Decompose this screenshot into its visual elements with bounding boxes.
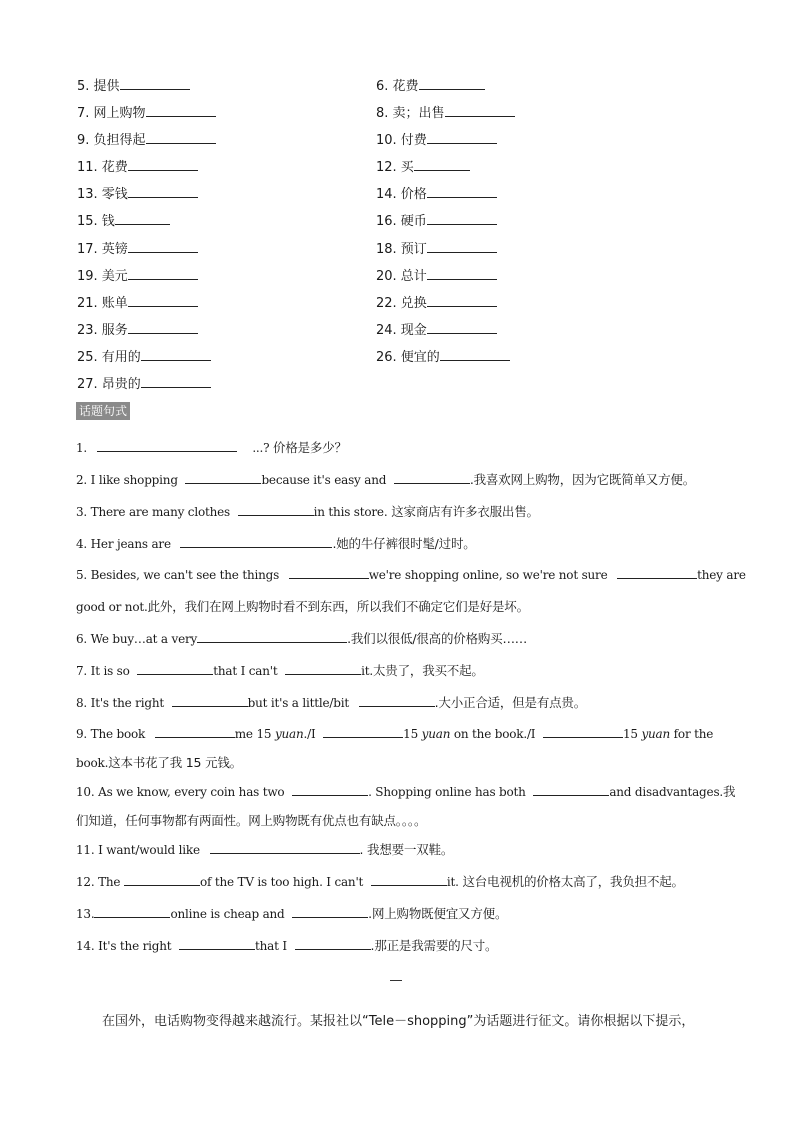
answer-blank[interactable] bbox=[292, 904, 368, 918]
vocab-label: 20. 总计 bbox=[376, 268, 427, 284]
answer-blank[interactable] bbox=[128, 266, 198, 280]
answer-blank[interactable] bbox=[128, 293, 198, 307]
vocab-row bbox=[77, 76, 757, 103]
sentence-5-cont: good or not.此外，我们在网上购物时看不到东西，所以我们不确定它们是好是坏。 bbox=[76, 599, 529, 614]
vocab-row bbox=[77, 130, 757, 157]
answer-blank[interactable] bbox=[155, 724, 235, 738]
vocab-label: 26. 便宜的 bbox=[376, 349, 440, 365]
answer-blank[interactable] bbox=[427, 320, 497, 334]
vocab-item bbox=[376, 320, 497, 341]
answer-blank[interactable] bbox=[94, 904, 170, 918]
vocab-item bbox=[77, 184, 198, 205]
answer-blank[interactable] bbox=[115, 211, 170, 225]
sentence-9-cont: book.这本书花了我 15 元钱。 bbox=[76, 755, 242, 770]
vocab-item bbox=[77, 76, 190, 97]
answer-blank[interactable] bbox=[128, 320, 198, 334]
vocab-label: 19. 美元 bbox=[77, 268, 128, 284]
sentence-4: 4. Her jeans are .她的牛仔裤很时髦/过时。 bbox=[76, 536, 476, 551]
vocab-label: 22. 兑换 bbox=[376, 295, 427, 311]
vocab-label: 25. 有用的 bbox=[77, 349, 141, 365]
vocab-label: 6. 花费 bbox=[376, 79, 419, 94]
sentence-13: 13. online is cheap and .网上购物既便宜又方便。 bbox=[76, 906, 508, 921]
answer-blank[interactable] bbox=[124, 872, 200, 886]
sentence-8: 8. It's the right but it's a little/bit .大小正合适，但是有点贵。 bbox=[76, 695, 587, 710]
answer-blank[interactable] bbox=[289, 565, 369, 579]
sentence-3: 3. There are many clothes in this store. 这家商店有许多衣服出售。 bbox=[76, 504, 539, 519]
sentence-10-cont: 们知道，任何事物都有两面性。网上购物既有优点也有缺点。。。。 bbox=[76, 813, 427, 828]
vocab-label: 27. 昂贵的 bbox=[77, 377, 141, 393]
vocab-label: 13. 零钱 bbox=[77, 187, 128, 203]
vocab-row bbox=[77, 320, 757, 347]
answer-blank[interactable] bbox=[141, 347, 211, 361]
answer-blank[interactable] bbox=[323, 724, 403, 738]
section-divider bbox=[390, 980, 402, 981]
sentence-9: 9. The book me 15 yuan./I 15 yuan on the book./I 15 yuan for the bbox=[76, 719, 720, 750]
answer-blank[interactable] bbox=[394, 470, 470, 484]
answer-blank[interactable] bbox=[440, 347, 510, 361]
answer-blank[interactable] bbox=[427, 293, 497, 307]
answer-blank[interactable] bbox=[445, 103, 515, 117]
vocab-item bbox=[77, 103, 216, 124]
vocab-item bbox=[77, 320, 198, 341]
vocab-label: 11. 花费 bbox=[77, 160, 128, 176]
topic-sentences bbox=[76, 432, 746, 962]
vocab-label: 23. 服务 bbox=[77, 322, 128, 338]
vocab-label: 9. 负担得起 bbox=[77, 133, 146, 149]
vocab-item bbox=[376, 293, 497, 314]
vocab-item bbox=[77, 211, 170, 232]
vocab-row bbox=[77, 266, 757, 293]
vocab-label: 21. 账单 bbox=[77, 295, 128, 311]
vocab-row bbox=[77, 103, 757, 130]
answer-blank[interactable] bbox=[97, 438, 237, 452]
sentence-2: 2. I like shopping because it's easy and .我喜欢网上购物，因为它既简单又方便。 bbox=[76, 472, 696, 487]
vocab-item bbox=[77, 266, 198, 287]
sentence-6: 6. We buy…at a very .我们以很低/很高的价格购买…… bbox=[76, 631, 528, 646]
answer-blank[interactable] bbox=[427, 266, 497, 280]
answer-blank[interactable] bbox=[137, 661, 213, 675]
vocab-row bbox=[77, 293, 757, 320]
answer-blank[interactable] bbox=[185, 470, 261, 484]
vocab-label: 8. 卖；出售 bbox=[376, 106, 445, 122]
answer-blank[interactable] bbox=[419, 76, 485, 90]
vocab-item bbox=[376, 239, 497, 260]
answer-blank[interactable] bbox=[359, 693, 435, 707]
answer-blank[interactable] bbox=[427, 239, 497, 253]
vocab-row bbox=[77, 239, 757, 266]
vocab-item bbox=[77, 293, 198, 314]
writing-prompt-intro: 在国外，电话购物变得越来越流行。某报社以“Tele－shopping”为话题进行征文。请你根据以下提示， bbox=[102, 1014, 695, 1029]
section-tag-topic-sentences: 话题句式 bbox=[76, 402, 130, 420]
answer-blank[interactable] bbox=[617, 565, 697, 579]
answer-blank[interactable] bbox=[146, 103, 216, 117]
vocab-item bbox=[376, 103, 515, 124]
answer-blank[interactable] bbox=[141, 374, 211, 388]
sentence-11: 11. I want/would like . 我想要一双鞋。 bbox=[76, 842, 454, 857]
vocab-row bbox=[77, 184, 757, 211]
sentence-1: 1. ...? 价格是多少？ bbox=[76, 440, 347, 455]
vocab-label: 18. 预订 bbox=[376, 241, 427, 257]
vocab-label: 16. 硬币 bbox=[376, 214, 427, 230]
answer-blank[interactable] bbox=[427, 130, 497, 144]
sentence-10: 10. As we know, every coin has two . Shopping online has both and disadvantages.我 bbox=[76, 784, 736, 799]
answer-blank[interactable] bbox=[427, 211, 497, 225]
vocab-label: 12. 买 bbox=[376, 160, 414, 176]
vocab-row bbox=[77, 157, 757, 184]
vocab-row bbox=[77, 374, 757, 401]
answer-blank[interactable] bbox=[414, 157, 470, 171]
vocab-item bbox=[77, 130, 216, 151]
answer-blank[interactable] bbox=[146, 130, 216, 144]
answer-blank[interactable] bbox=[179, 936, 255, 950]
vocab-row bbox=[77, 347, 757, 374]
answer-blank[interactable] bbox=[292, 782, 368, 796]
answer-blank[interactable] bbox=[172, 693, 248, 707]
vocab-item bbox=[376, 347, 510, 368]
answer-blank[interactable] bbox=[533, 782, 609, 796]
vocab-item bbox=[77, 239, 198, 260]
answer-blank[interactable] bbox=[371, 872, 447, 886]
vocab-row bbox=[77, 211, 757, 238]
vocab-item bbox=[77, 374, 211, 395]
vocab-item bbox=[376, 266, 497, 287]
sentence-12: 12. The of the TV is too high. I can't it. 这台电视机的价格太高了，我负担不起。 bbox=[76, 874, 684, 889]
vocab-label: 7. 网上购物 bbox=[77, 106, 146, 122]
answer-blank[interactable] bbox=[197, 629, 347, 643]
vocab-label: 5. 提供 bbox=[77, 79, 120, 94]
vocab-item bbox=[376, 76, 485, 97]
answer-blank[interactable] bbox=[295, 936, 371, 950]
vocab-item bbox=[376, 184, 497, 205]
vocab-label: 17. 英镑 bbox=[77, 241, 128, 257]
vocab-label: 14. 价格 bbox=[376, 187, 427, 203]
answer-blank[interactable] bbox=[120, 76, 190, 90]
answer-blank[interactable] bbox=[285, 661, 361, 675]
answer-blank[interactable] bbox=[238, 502, 314, 516]
vocab-item bbox=[376, 157, 470, 178]
sentence-5: 5. Besides, we can't see the things we're shopping online, so we're not sure they are bbox=[76, 560, 720, 591]
answer-blank[interactable] bbox=[128, 184, 198, 198]
vocab-item bbox=[77, 347, 211, 368]
answer-blank[interactable] bbox=[180, 534, 332, 548]
answer-blank[interactable] bbox=[128, 239, 198, 253]
vocab-item bbox=[376, 130, 497, 151]
vocab-label: 24. 现金 bbox=[376, 322, 427, 338]
sentence-14: 14. It's the right that I .那正是我需要的尺寸。 bbox=[76, 938, 498, 953]
answer-blank[interactable] bbox=[543, 724, 623, 738]
answer-blank[interactable] bbox=[128, 157, 198, 171]
vocab-item bbox=[77, 157, 198, 178]
vocab-item bbox=[376, 211, 497, 232]
answer-blank[interactable] bbox=[427, 184, 497, 198]
sentence-7: 7. It is so that I can't it.太贵了，我买不起。 bbox=[76, 663, 484, 678]
vocab-label: 15. 钱 bbox=[77, 214, 115, 230]
vocab-label: 10. 付费 bbox=[376, 133, 427, 149]
vocab-list bbox=[77, 76, 757, 401]
answer-blank[interactable] bbox=[210, 840, 360, 854]
